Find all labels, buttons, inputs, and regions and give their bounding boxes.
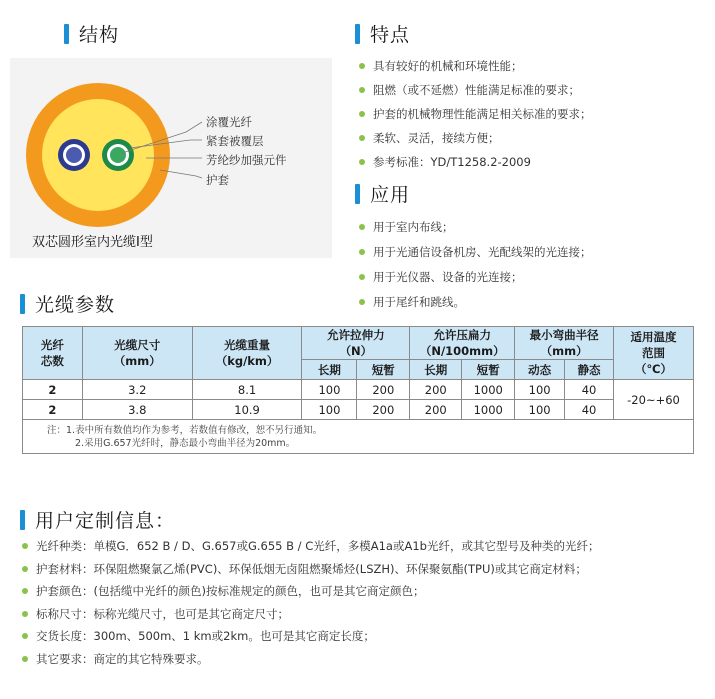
bullet-dot-icon	[359, 299, 365, 305]
header-fiber-count	[23, 327, 83, 380]
params-title: 光缆参数	[20, 290, 115, 317]
header-text: 最小弯曲半径	[529, 328, 599, 342]
table-cell: 40	[565, 400, 614, 420]
table-cell: 200	[410, 400, 462, 420]
table-cell: 100	[515, 400, 565, 420]
table-cell: 100	[515, 380, 565, 400]
section-accent-bar	[64, 24, 69, 44]
table-cell: 1000	[462, 380, 515, 400]
bullet-dot-icon	[22, 588, 28, 594]
list-item: 护套颜色：(包括缆中光纤的颜色)按标准规定的颜色，也可是其它商定颜色；	[22, 580, 712, 603]
table-cell: 200	[357, 380, 410, 400]
table-cell: 10.9	[192, 400, 302, 420]
bullet-dot-icon	[359, 274, 365, 280]
list-item: 用于光仪器、设备的光连接；	[359, 264, 709, 289]
section-accent-bar	[355, 24, 360, 44]
table-cell: 40	[565, 380, 614, 400]
header-temp-range	[614, 327, 694, 380]
table-cell: 1000	[462, 400, 515, 420]
table-cell: 3.2	[82, 380, 192, 400]
header-text: （℃）	[635, 362, 672, 376]
bullet-dot-icon	[22, 566, 28, 572]
coated-fiber-right	[110, 147, 126, 163]
table-cell: 2	[23, 400, 83, 420]
subheader-dynamic: 动态	[515, 360, 565, 380]
bullet-dot-icon	[359, 224, 365, 230]
header-tensile	[302, 327, 410, 360]
label-coated-fiber: 涂覆光纤	[206, 115, 252, 129]
application-list	[359, 214, 709, 314]
bullet-dot-icon	[359, 159, 365, 165]
header-text: 光纤	[40, 338, 64, 352]
bullet-dot-icon	[359, 111, 365, 117]
header-cable-size	[82, 327, 192, 380]
list-item: 交货长度：300m、500m、1 km或2km。也可是其它商定长度；	[22, 625, 712, 648]
table-cell: 200	[357, 400, 410, 420]
header-bend-radius	[515, 327, 614, 360]
features-title: 特点	[355, 20, 410, 47]
header-text: 芯数	[40, 354, 64, 368]
bullet-dot-icon	[359, 87, 365, 93]
header-text: （mm）	[113, 354, 161, 368]
header-text: （kg/km）	[215, 354, 279, 368]
list-item: 标称尺寸：标称光缆尺寸，也可是其它商定尺寸；	[22, 603, 712, 626]
subheader-short-term: 短暂	[462, 360, 515, 380]
label-aramid: 芳纶纱加强元件	[206, 153, 287, 167]
list-item: 用于尾纤和跳线。	[359, 289, 709, 314]
header-text: 光缆重量	[224, 338, 271, 352]
list-item: 护套材料：环保阻燃聚氯乙烯(PVC)、环保低烟无卤阻燃聚烯烃(LSZH)、环保聚氨酯(TPU)或其它商定材料；	[22, 558, 712, 581]
subheader-long-term: 长期	[302, 360, 357, 380]
table-cell: 100	[302, 400, 357, 420]
list-item: 其它要求：商定的其它特殊要求。	[22, 648, 712, 671]
subheader-long-term: 长期	[410, 360, 462, 380]
label-jacket: 护套	[206, 173, 229, 187]
params-table	[22, 326, 694, 454]
header-text: 范围	[642, 346, 665, 360]
table-row	[23, 400, 694, 420]
table-notes	[23, 420, 694, 454]
list-item: 参考标准：YD/T1258.2-2009	[359, 150, 709, 174]
note-2: 2.采用G.657光纤时，静态最小弯曲半径为20mm。	[75, 437, 296, 449]
list-item: 光纤种类：单模G．652 B / D、G.657或G.655 B / C光纤，多模A1a或A1b光纤，或其它型号及种类的光纤；	[22, 535, 712, 558]
label-tight-buffer: 紧套被覆层	[206, 134, 264, 148]
bullet-dot-icon	[359, 249, 365, 255]
header-text: （mm）	[540, 344, 588, 358]
header-text: 适用温度	[630, 330, 677, 344]
header-crush	[410, 327, 515, 360]
table-cell: 2	[23, 380, 83, 400]
table-cell: 100	[302, 380, 357, 400]
subheader-static: 静态	[565, 360, 614, 380]
header-text: 光缆尺寸	[114, 338, 161, 352]
temp-range-cell: -20~+60	[614, 380, 694, 420]
section-accent-bar	[20, 294, 25, 314]
application-title: 应用	[355, 180, 410, 207]
bullet-dot-icon	[22, 633, 28, 639]
bullet-dot-icon	[22, 656, 28, 662]
table-cell: 8.1	[192, 380, 302, 400]
header-text: 允许压扁力	[433, 328, 491, 342]
table-cell: 200	[410, 380, 462, 400]
section-accent-bar	[20, 510, 25, 530]
list-item: 用于光通信设备机房、光配线架的光连接；	[359, 239, 709, 264]
features-list	[359, 54, 709, 174]
list-item: 用于室内布线；	[359, 214, 709, 239]
table-cell: 3.8	[82, 400, 192, 420]
list-item: 护套的机械物理性能满足相关标准的要求；	[359, 102, 709, 126]
custom-title: 用户定制信息：	[20, 506, 175, 533]
bullet-dot-icon	[22, 611, 28, 617]
list-item: 阻燃（或不延燃）性能满足标准的要求；	[359, 78, 709, 102]
note-1: 注：1.表中所有数值均作为参考，若数值有修改，恕不另行通知。	[47, 424, 323, 436]
header-text: 允许拉伸力	[327, 328, 385, 342]
list-item: 具有较好的机械和环境性能；	[359, 54, 709, 78]
header-cable-weight	[192, 327, 302, 380]
bullet-dot-icon	[359, 135, 365, 141]
structure-title: 结构	[64, 20, 119, 47]
bullet-dot-icon	[22, 543, 28, 549]
structure-caption: 双芯圆形室内光缆I型	[32, 235, 153, 250]
header-text: （N/100mm）	[419, 344, 505, 358]
structure-panel	[10, 58, 332, 258]
section-accent-bar	[355, 184, 360, 204]
list-item: 柔软、灵活，接续方便；	[359, 126, 709, 150]
coated-fiber-left	[66, 147, 82, 163]
bullet-dot-icon	[359, 63, 365, 69]
table-row	[23, 380, 694, 400]
subheader-short-term: 短暂	[357, 360, 410, 380]
header-text: （N）	[339, 344, 373, 358]
custom-list	[22, 535, 712, 670]
